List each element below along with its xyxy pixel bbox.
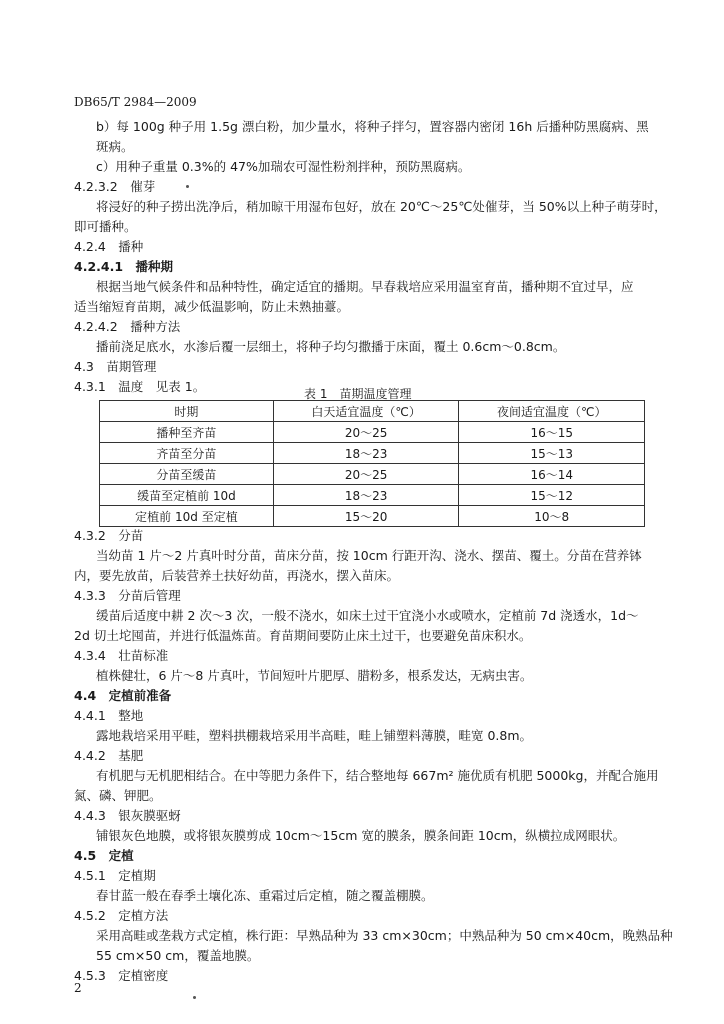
table-cell: 20～25 [273, 422, 459, 443]
body-text: 植株健壮，6 片～8 片真叶，节间短叶片肥厚、腊粉多，根系发达，无病虫害。 [96, 668, 533, 683]
section-heading: 4.4.3 银灰膜驱蚜 [74, 808, 181, 823]
table-row [100, 422, 645, 443]
section-heading: 4.2.4 播种 [74, 239, 144, 254]
table-cell: 分苗至缓苗 [100, 464, 274, 485]
section-heading: 4.3.4 壮苗标准 [74, 648, 169, 663]
section-heading: 4.5.1 定植期 [74, 868, 156, 883]
body-text: 将浸好的种子捞出洗净后，稍加晾干用湿布包好，放在 20℃～25℃处催芽，当 50%以上种子萌芽时， [96, 199, 667, 214]
section-heading: 4.2.4.2 播种方法 [74, 319, 181, 334]
scan-speck [193, 996, 196, 999]
section-heading: 4.3.1 温度 见表 1。 [74, 379, 206, 394]
body-text: 铺银灰色地膜，或将银灰膜剪成 10cm～15cm 宽的膜条，膜条间距 10cm，纵横拉成网眼状。 [96, 828, 626, 843]
table-cell: 15～20 [273, 506, 459, 527]
table-cell: 18～23 [273, 485, 459, 506]
section-heading: 4.3 苗期管理 [74, 359, 157, 374]
table-header-cell: 白天适宜温度（℃） [273, 401, 459, 422]
body-text: 适当缩短育苗期，减少低温影响，防止未熟抽薹。 [74, 299, 350, 314]
body-text: b）每 100g 种子用 1.5g 漂白粉，加少量水，将种子拌匀，置容器内密闭 16h 后播种防黑腐病、黑 [96, 119, 649, 134]
body-text: 2d 切土坨囤苗，并进行低温炼苗。育苗期间要防止床土过干，也要避免苗床积水。 [74, 628, 532, 643]
table-header-cell: 时期 [100, 401, 274, 422]
page-number: 2 [74, 981, 82, 995]
table-cell: 20～25 [273, 464, 459, 485]
table-cell: 缓苗至定植前 10d [100, 485, 274, 506]
table-row [100, 485, 645, 506]
scan-speck [186, 185, 189, 188]
section-heading: 4.3.2 分苗 [74, 528, 144, 543]
table-cell: 15～13 [459, 443, 645, 464]
section-heading: 4.4.2 基肥 [74, 748, 144, 763]
table-cell: 15～12 [459, 485, 645, 506]
temperature-table [99, 400, 645, 527]
table-row [100, 443, 645, 464]
body-text: 即可播种。 [74, 219, 137, 234]
table-row [100, 464, 645, 485]
section-heading: 4.2.3.2 催芽 [74, 179, 156, 194]
table-cell: 16～15 [459, 422, 645, 443]
section-heading: 4.4 定植前准备 [74, 688, 172, 703]
section-heading: 4.4.1 整地 [74, 708, 144, 723]
body-text: 斑病。 [96, 139, 134, 154]
body-text: 采用高畦或垄栽方式定植，株行距：早熟品种为 33 cm×30cm；中熟品种为 50 cm×40cm，晚熟品种 [96, 928, 673, 943]
document-id: DB65/T 2984—2009 [74, 95, 197, 109]
body-text: 缓苗后适度中耕 2 次～3 次，一般不浇水，如床土过干宜浇小水或喷水，定植前 7d 浇透水，1d～ [96, 608, 639, 623]
section-heading: 4.5.2 定植方法 [74, 908, 169, 923]
table-header-cell: 夜间适宜温度（℃） [459, 401, 645, 422]
body-text: 播前浇足底水，水渗后覆一层细土，将种子均匀撒播于床面，覆土 0.6cm～0.8cm。 [96, 339, 566, 354]
section-heading: 4.5 定植 [74, 848, 134, 863]
table-cell: 16～14 [459, 464, 645, 485]
body-text: 当幼苗 1 片～2 片真叶时分苗，苗床分苗，按 10cm 行距开沟、浇水、摆苗、覆土。分苗在营养钵 [96, 548, 642, 563]
body-text: 有机肥与无机肥相结合。在中等肥力条件下，结合整地每 667m² 施优质有机肥 5000kg，并配合施用 [96, 768, 659, 783]
body-text: 春甘蓝一般在春季土壤化冻、重霜过后定植，随之覆盖棚膜。 [96, 888, 434, 903]
table-caption: 表 1 苗期温度管理 [304, 387, 412, 401]
body-text: c）用种子重量 0.3%的 47%加瑞农可湿性粉剂拌种，预防黑腐病。 [96, 159, 471, 174]
table-cell: 定植前 10d 至定植 [100, 506, 274, 527]
body-text: 55 cm×50 cm，覆盖地膜。 [96, 948, 260, 963]
table-header-row [100, 401, 645, 422]
table-cell: 10～8 [459, 506, 645, 527]
table-cell: 18～23 [273, 443, 459, 464]
body-text: 内，要先放苗，后装营养土扶好幼苗，再浇水，摆入苗床。 [74, 568, 400, 583]
body-text: 氮、磷、钾肥。 [74, 788, 162, 803]
table-row [100, 506, 645, 527]
body-text: 根据当地气候条件和品种特性，确定适宜的播期。早春栽培应采用温室育苗，播种期不宜过早，应 [96, 279, 634, 294]
section-heading: 4.3.3 分苗后管理 [74, 588, 181, 603]
body-text: 露地栽培采用平畦，塑料拱棚栽培采用半高畦，畦上铺塑料薄膜，畦宽 0.8m。 [96, 728, 533, 743]
section-heading: 4.2.4.1 播种期 [74, 259, 174, 274]
table-cell: 播种至齐苗 [100, 422, 274, 443]
table-cell: 齐苗至分苗 [100, 443, 274, 464]
section-heading: 4.5.3 定植密度 [74, 968, 169, 983]
